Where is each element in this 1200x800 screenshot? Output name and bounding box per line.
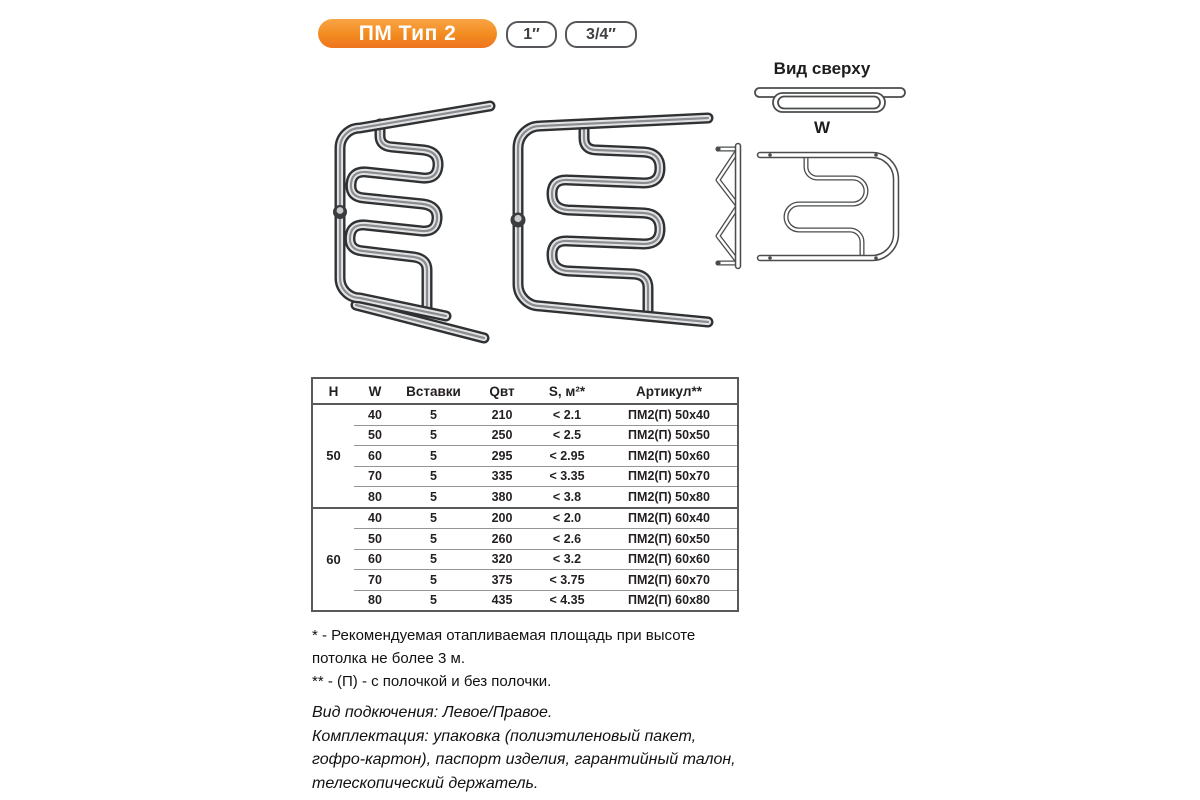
table-cell: ПМ2(П) 50x70 — [601, 466, 738, 487]
table-cell: 210 — [491, 407, 513, 422]
table-cell: 5 — [396, 549, 471, 570]
table-cell: < 4.35 — [533, 590, 601, 611]
table-cell: 5 — [396, 529, 471, 550]
table-cell: ПМ2(П) 50x60 — [601, 446, 738, 467]
column-header: Артикул** — [601, 378, 738, 404]
table-cell: 70 — [354, 466, 396, 487]
table-cell: 60 — [354, 446, 396, 467]
table-cell: ПМ2(П) 60x70 — [601, 570, 738, 591]
footnote-line: * - Рекомендуемая отапливаемая площадь при высоте — [312, 627, 696, 644]
towel-rail-photo-perspective — [298, 86, 496, 346]
table-cell: 250 — [471, 425, 533, 446]
table-cell: < 3.35 — [533, 466, 601, 487]
footnote-line: ** - (П) - с полочкой и без полочки. — [312, 673, 552, 690]
details-line: телескопический держатель. — [312, 774, 539, 792]
table-cell: ПМ2(П) 50x40 — [628, 407, 710, 422]
table-cell: 40 — [354, 508, 396, 529]
table-cell: 50 — [354, 529, 396, 550]
column-header: H — [312, 378, 354, 404]
table-cell: < 3.8 — [533, 487, 601, 508]
table-row — [312, 508, 738, 529]
table-cell: ПМ2(П) 60x80 — [601, 590, 738, 611]
table-cell: < 2.1 — [552, 407, 582, 422]
column-header: S, м²* — [533, 378, 601, 404]
table-cell: 335 — [471, 466, 533, 487]
table-cell: 60 — [354, 549, 396, 570]
table-row — [312, 446, 738, 467]
spec-table-header — [312, 378, 738, 404]
table-row — [312, 487, 738, 508]
footnote-line: потолка не более 3 м. — [312, 650, 465, 667]
front-view-drawing — [754, 138, 910, 274]
table-cell: 5 — [396, 570, 471, 591]
table-cell: < 2.0 — [533, 508, 601, 529]
table-row — [312, 466, 738, 487]
table-cell: 80 — [354, 487, 396, 508]
width-dimension-label: W — [813, 118, 831, 137]
details-line: Комплектация: упаковка (полиэтиленовый пакет, — [312, 727, 697, 745]
table-row — [312, 404, 738, 425]
top-view-drawing — [752, 84, 908, 118]
table-cell: ПМ2(П) 60x50 — [601, 529, 738, 550]
top-view-label: Вид сверху — [773, 59, 871, 78]
table-cell: < 2.95 — [533, 446, 601, 467]
table-cell: 260 — [471, 529, 533, 550]
table-cell: ПМ2(П) 50x80 — [601, 487, 738, 508]
column-header: Qвт — [471, 378, 533, 404]
table-row — [312, 549, 738, 570]
table-cell: 320 — [471, 549, 533, 570]
product-type-badge: ПМ Тип 2 — [318, 19, 497, 48]
table-cell: < 2.5 — [533, 425, 601, 446]
table-cell: 5 — [396, 425, 471, 446]
details-line: Вид подкючения: Левое/Правое. — [312, 704, 553, 721]
table-cell: ПМ2(П) 50x50 — [601, 425, 738, 446]
table-cell: 40 — [368, 407, 382, 422]
details-line: гофро-картон), паспорт изделия, гарантийный талон, — [312, 751, 736, 768]
spec-table-body — [312, 404, 738, 611]
table-cell: 200 — [471, 508, 533, 529]
table-cell: 5 — [396, 466, 471, 487]
table-cell: 70 — [354, 570, 396, 591]
table-cell: 80 — [354, 590, 396, 611]
chrome-tubes — [333, 106, 490, 338]
table-cell: 435 — [471, 590, 533, 611]
table-cell: ПМ2(П) 60x60 — [601, 549, 738, 570]
table-row — [312, 570, 738, 591]
table-cell: 5 — [396, 590, 471, 611]
column-header: W — [354, 378, 396, 404]
towel-rail-photo-front — [486, 92, 716, 344]
table-cell: ПМ2(П) 60x40 — [601, 508, 738, 529]
height-group-cell: 60 — [312, 508, 354, 612]
table-row — [312, 529, 738, 550]
chrome-tubes — [511, 118, 709, 322]
table-cell: 5 — [396, 508, 471, 529]
table-cell: 295 — [471, 446, 533, 467]
spec-table — [311, 377, 739, 612]
column-header: Вставки — [396, 378, 471, 404]
table-cell: 50 — [354, 425, 396, 446]
product-details — [312, 701, 782, 795]
table-row — [312, 425, 738, 446]
table-cell: 380 — [471, 487, 533, 508]
table-row — [312, 590, 738, 611]
pipe-size-badge-1inch: 1″ — [506, 21, 557, 48]
table-cell: < 3.75 — [533, 570, 601, 591]
table-cell: < 2.6 — [533, 529, 601, 550]
table-cell: 5 — [396, 487, 471, 508]
footnotes — [312, 624, 772, 693]
pipe-size-badge-3-4inch: 3/4″ — [565, 21, 637, 48]
height-group-cell: 50 — [326, 448, 341, 464]
spec-table-container — [311, 377, 739, 612]
side-view-drawing — [706, 140, 752, 272]
table-cell: < 3.2 — [533, 549, 601, 570]
table-cell: 375 — [471, 570, 533, 591]
table-cell: 5 — [396, 446, 471, 467]
table-cell: 5 — [430, 407, 437, 422]
